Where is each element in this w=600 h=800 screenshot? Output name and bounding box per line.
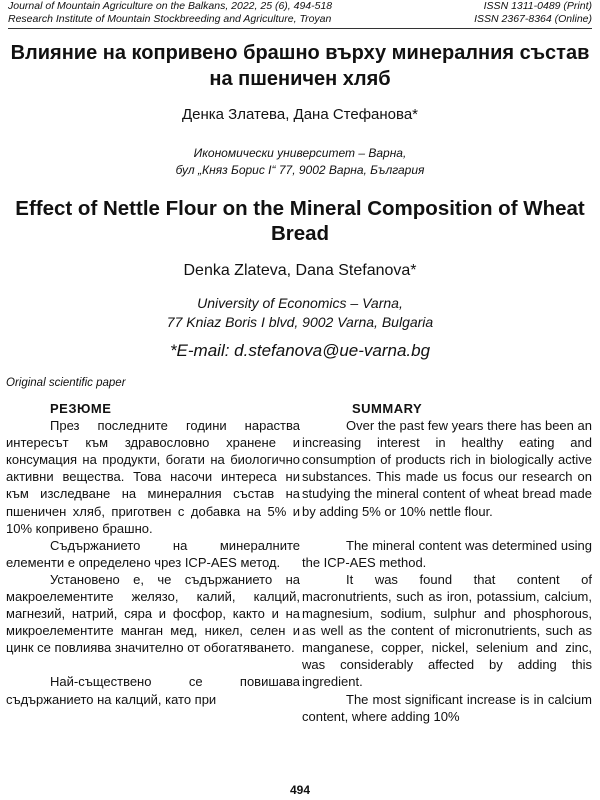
- english-affiliation: [10, 294, 590, 332]
- english-affiliation-line-1: University of Economics – Varna,: [197, 295, 403, 311]
- issn-online: ISSN 2367-8364 (Online): [474, 13, 592, 25]
- bulgarian-affiliation-line-2: бул „Княз Борис I“ 77, 9002 Варна, България: [175, 163, 425, 177]
- header-divider: [8, 28, 592, 29]
- abstract-en-paragraph-2: The mineral content was determined using the ICP-AES method.: [302, 537, 592, 570]
- bulgarian-authors: Денка Златева, Дана Стефанова*: [182, 106, 418, 123]
- corresponding-email: *E-mail: d.stefanova@ue-varna.bg: [169, 341, 431, 360]
- journal-header: [8, 0, 592, 26]
- abstract-bg-paragraph-1: През последните години нараства интересът към здравословно хранене и консумация на продукти, богати на биологично активни вещества. Това насочи интереса ни към изследване на минералния състав на пшеничен хляб, приготвен с добавка на 5% и 10% копривено брашно.: [6, 418, 300, 536]
- abstract-english: [302, 400, 592, 725]
- abstract-bulgarian: [6, 400, 300, 708]
- abstract-bg-paragraph-2: Съдържанието на минералните елементи е определено чрез ICP-AES метод.: [6, 537, 300, 570]
- abstract-en-heading: SUMMARY: [352, 401, 423, 416]
- abstract-bg-paragraph-3: Установено е, че съдържанието на макроелементите желязо, калий, калций, магнезий, натрий, сяра и фосфор, както и на микроелементите манган мед, никел, селен и цинк се повлиява значително от обогатяването.: [6, 571, 300, 656]
- abstract-en-paragraph-1: Over the past few years there has been an increasing interest in healthy eating and consumption of products rich in biologically active substances. This made us focus our research on studying the mineral content of wheat bread made by adding 5% or 10% nettle flour.: [302, 418, 592, 519]
- english-affiliation-line-2: 77 Kniaz Boris I blvd, 9002 Varna, Bulgaria: [166, 314, 434, 330]
- abstract-bg-heading: РЕЗЮМЕ: [50, 401, 112, 416]
- english-title: Effect of Nettle Flour on the Mineral Composition of Wheat Bread: [15, 197, 585, 245]
- bulgarian-affiliation: [10, 145, 590, 179]
- institute-name: Research Institute of Mountain Stockbreeding and Agriculture, Troyan: [8, 13, 332, 25]
- abstract-en-paragraph-4: The most significant increase is in calcium content, where adding 10%: [302, 691, 592, 724]
- journal-citation: Journal of Mountain Agriculture on the Balkans, 2022, 25 (6), 494-518: [8, 0, 333, 12]
- abstract-bg-paragraph-4: Най-съществено се повишава съдържанието на калций, като при: [6, 674, 300, 707]
- bulgarian-affiliation-line-1: Икономически университет – Варна,: [193, 146, 407, 160]
- page-number: 494: [289, 783, 311, 797]
- english-authors: Denka Zlateva, Dana Stefanova*: [183, 262, 417, 279]
- bulgarian-title: Влияние на копривено брашно върху минералния състав на пшеничен хляб: [10, 42, 590, 90]
- issn-print: ISSN 1311-0489 (Print): [483, 0, 592, 12]
- abstract-en-paragraph-3: It was found that content of macronutrients, such as iron, potassium, calcium, magnesium, sodium, sulphur and phosphorous, as well as the content of micronutrients, such as manganese, copper, nickel, selenium and zinc, was considerably affected by adding this ingredient.: [302, 571, 592, 690]
- paper-type-label: Original scientific paper: [6, 377, 126, 389]
